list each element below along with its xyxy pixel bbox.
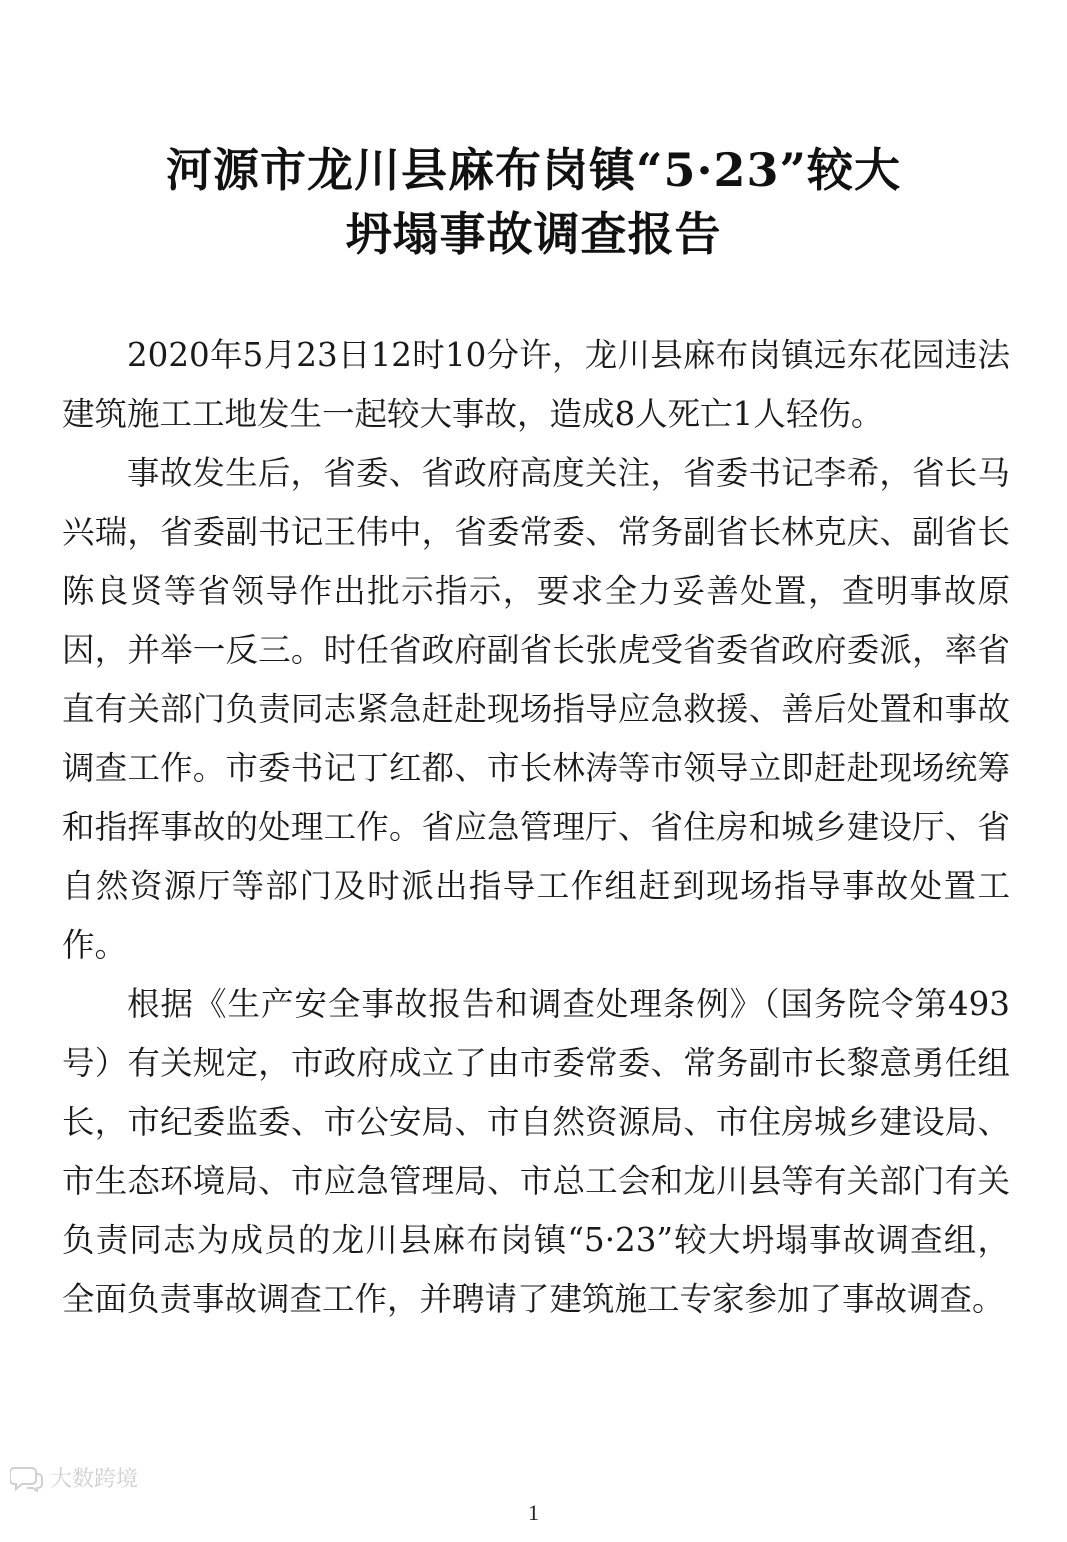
paragraph-2: 事故发生后，省委、省政府高度关注，省委书记李希，省长马兴瑞，省委副书记王伟中，省委常委、常务副省长林克庆、副省长陈良贤等省领导作出批示指示，要求全力妥善处置，查明事故原因，并举一反三。时任省政府副省长张虎受省委省政府委派，率省直有关部门负责同志紧急赶赴现场指导应急救援、善后处置和事故调查工作。市委书记丁红都、市长林涛等市领导立即赶赴现场统筹和指挥事故的处理工作。省应急管理厅、省住房和城乡建设厅、省自然资源厅等部门及时派出指导工作组赶到现场指导事故处置工作。 <box>62 454 1010 964</box>
paragraph-1: 2020年5月23日12时10分许，龙川县麻布岗镇远东花园违法建筑施工工地发生一起较大事故，造成8人死亡1人轻伤。 <box>62 336 1010 433</box>
paragraph-3: 根据《生产安全事故报告和调查处理条例》（国务院令第493号）有关规定，市政府成立了由市委常委、常务副市长黎意勇任组长，市纪委监委、市公安局、市自然资源局、市住房城乡建设局、市生态环境局、市应急管理局、市总工会和龙川县等有关部门有关负责同志为成员的龙川县麻布岗镇“5·23”较大坍塌事故调查组，全面负责事故调查工作，并聘请了建筑施工专家参加了事故调查。 <box>62 985 1010 1318</box>
watermark-text: 大数跨境 <box>50 1467 139 1492</box>
title-line-2: 坍塌事故调查报告 <box>345 207 722 261</box>
chat-bubble-logo-icon <box>10 1464 44 1492</box>
document-title <box>60 138 1007 266</box>
page-number: 1 <box>528 1500 539 1525</box>
watermark <box>10 1462 138 1493</box>
document-body <box>62 326 1010 1329</box>
title-line-1: 河源市龙川县麻布岗镇“5·23”较大 <box>166 143 901 197</box>
